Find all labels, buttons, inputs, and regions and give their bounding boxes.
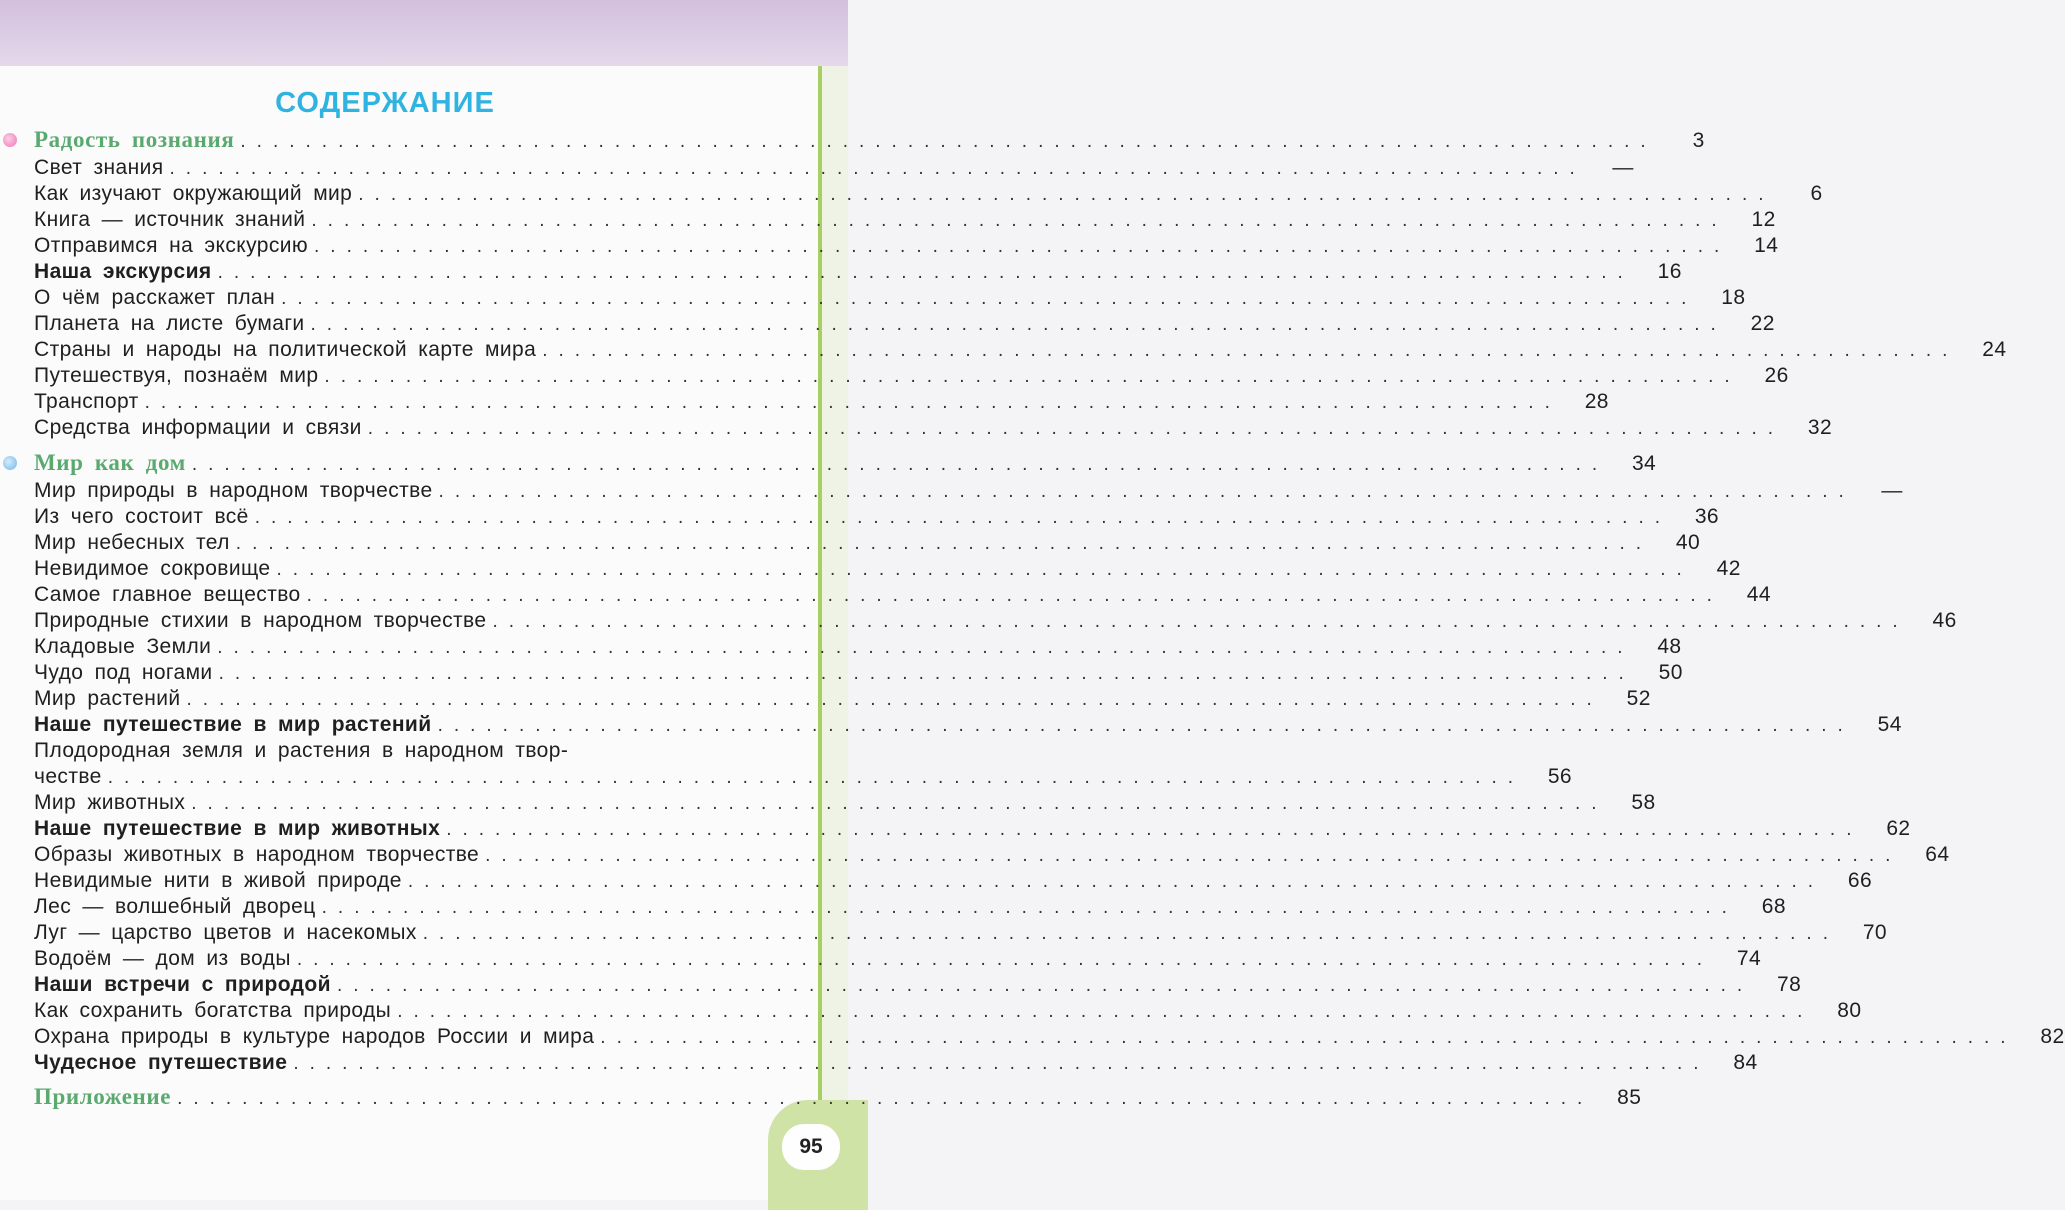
toc-entry-page: 68 (1761, 895, 1786, 918)
toc-entry-page: 50 (1658, 661, 1683, 684)
toc-entry-label: Транспорт (34, 390, 139, 413)
toc-entry-label: Невидимое сокровище (34, 557, 271, 580)
dot-leader: ....................................................................................... (217, 637, 1634, 658)
toc-entry-label: Как изучают окружающий мир (34, 182, 353, 205)
toc-entry-page: 80 (1837, 999, 1862, 1022)
toc-entry-page: 64 (1925, 843, 1950, 866)
toc-entry-page: 70 (1862, 921, 1887, 944)
toc-entry-bold[interactable] (34, 973, 1802, 999)
dot-leader: ....................................................................................... (492, 611, 1909, 632)
toc-section-page: 34 (1631, 452, 1657, 475)
toc-entry[interactable] (34, 791, 1656, 817)
toc-entry-label: Свет знания (34, 156, 164, 179)
toc-entry-label: Невидимые нити в живой природе (34, 869, 402, 892)
dot-leader: ....................................................................................... (311, 210, 1728, 231)
toc-entry-page: — (1881, 479, 1903, 502)
toc-entry[interactable] (34, 661, 1683, 687)
dot-leader: ....................................................................................... (324, 366, 1741, 387)
toc-entry-page: 52 (1626, 687, 1651, 710)
pink-bullet-icon (3, 133, 17, 147)
toc-section-page: 85 (1617, 1086, 1642, 1109)
toc-entry-label: Наше путешествие в мир животных (34, 817, 441, 840)
toc-entry[interactable] (34, 557, 1741, 583)
dot-leader: ....................................................................................... (191, 454, 1609, 475)
dot-leader: ....................................................................................... (600, 1027, 2017, 1048)
toc-entry-label: Луг — царство цветов и насекомых (34, 921, 417, 944)
toc-entry-page: 40 (1675, 531, 1701, 554)
toc-entry-label: Охрана природы в культуре народов России и мира (34, 1025, 595, 1048)
dot-leader: ....................................................................................... (177, 1088, 1594, 1109)
toc-entry[interactable] (34, 765, 1573, 791)
toc-entry-page: 74 (1736, 947, 1762, 970)
toc-entry[interactable] (34, 286, 1746, 312)
dot-leader: ....................................................................................... (310, 314, 1727, 335)
toc-entry-bold[interactable] (34, 713, 1902, 739)
page-title: СОДЕРЖАНИЕ (275, 87, 495, 119)
dot-leader: ....................................................................................... (235, 533, 1653, 554)
toc-entry-page: 14 (1754, 234, 1779, 257)
toc-entry[interactable] (34, 364, 1789, 390)
toc-entry-label: Природные стихии в народном творчестве (34, 609, 487, 632)
toc-entry-label: Мир растений (34, 687, 181, 710)
dot-leader: ....................................................................................... (446, 819, 1863, 840)
toc-section-title: Радость познания (34, 127, 235, 152)
dot-leader: ....................................................................................... (367, 418, 1785, 439)
toc-entry[interactable] (34, 416, 1833, 442)
dot-leader: ....................................................................................... (254, 507, 1672, 528)
toc-entry-label: Отправимся на экскурсию (34, 234, 309, 257)
toc-entry[interactable] (34, 182, 1823, 208)
toc-entry-page: 82 (2040, 1025, 2065, 1048)
toc-entry[interactable] (34, 583, 1771, 609)
toc-entry[interactable] (34, 687, 1651, 713)
toc-entry-page: 54 (1877, 713, 1902, 736)
toc-entry[interactable] (34, 312, 1775, 338)
toc-entry[interactable] (34, 947, 1762, 973)
toc-entry-bold[interactable] (34, 260, 1682, 286)
toc-entry-page: 48 (1657, 635, 1682, 658)
toc-entry[interactable] (34, 156, 1634, 182)
dot-leader: ....................................................................................... (191, 793, 1608, 814)
toc-entry-wrapped[interactable] (34, 739, 746, 765)
toc-entry-page: 24 (1982, 338, 2007, 361)
toc-section-title: Мир как дом (34, 450, 186, 475)
toc-section-page: 3 (1692, 129, 1705, 152)
toc-entry-label: Наши встречи с природой (34, 973, 331, 996)
toc-entry-label: Лес — волшебный дворец (34, 895, 316, 918)
toc-entry-label: Путешествуя, познаём мир (34, 364, 319, 387)
dot-leader: ....................................................................................... (169, 158, 1586, 179)
dot-leader: ....................................................................................... (293, 1053, 1710, 1074)
toc-entry[interactable] (34, 999, 1862, 1025)
toc-entry-page: 26 (1764, 364, 1789, 387)
toc-entry-page: 22 (1750, 312, 1775, 335)
toc-entry-label: Как сохранить богатства природы (34, 999, 392, 1022)
toc-entry-page: 18 (1721, 286, 1746, 309)
dot-leader: ....................................................................................... (422, 923, 1839, 944)
dot-leader: ....................................................................................... (397, 1001, 1814, 1022)
toc-entry[interactable] (34, 869, 1873, 895)
dot-leader: ....................................................................................... (438, 481, 1855, 502)
toc-entry-label: честве (34, 765, 102, 788)
toc-entry[interactable] (34, 390, 1609, 416)
dot-leader: ....................................................................................... (240, 131, 1657, 152)
toc-section[interactable] (34, 127, 1705, 153)
dot-leader: ....................................................................................... (186, 689, 1603, 710)
dot-leader: ....................................................................................... (296, 949, 1714, 970)
toc-entry-page: 32 (1807, 416, 1833, 439)
toc-entry-page: 16 (1657, 260, 1682, 283)
toc-entry-label: Образы животных в народном творчестве (34, 843, 480, 866)
dot-leader: ....................................................................................... (358, 184, 1775, 205)
toc-entry-page: 46 (1932, 609, 1957, 632)
toc-entry-page: 12 (1751, 208, 1776, 231)
dot-leader: ....................................................................................... (321, 897, 1738, 918)
toc-entry-label: Самое главное вещество (34, 583, 301, 606)
toc-entry[interactable] (34, 843, 1950, 869)
blue-bullet-icon (3, 456, 17, 470)
toc-entry[interactable] (34, 338, 2007, 364)
toc-entry-page: 42 (1716, 557, 1741, 580)
dot-leader: ....................................................................................... (107, 767, 1525, 788)
toc-entry[interactable] (34, 479, 1903, 505)
toc-entry-label: Наша экскурсия (34, 260, 212, 283)
toc-entry-bold[interactable] (34, 1051, 1758, 1077)
toc-entry-label: Книга — источник знаний (34, 208, 306, 231)
toc-entry[interactable] (34, 921, 1887, 947)
dot-leader: ....................................................................................... (276, 559, 1693, 580)
dot-leader: ....................................................................................... (306, 585, 1723, 606)
toc-entry-label: Наше путешествие в мир растений (34, 713, 432, 736)
dot-leader: ....................................................................................... (407, 871, 1825, 892)
toc-entry-label: Кладовые Земли (34, 635, 212, 658)
toc-entry-page: 44 (1746, 583, 1771, 606)
toc-entry[interactable] (34, 208, 1776, 234)
toc-entry-label: Мир небесных тел (34, 531, 230, 554)
toc-section[interactable] (34, 1084, 1642, 1110)
toc-entry-label: Чудесное путешествие (34, 1051, 288, 1074)
dot-leader: ....................................................................................... (218, 663, 1635, 684)
toc-entry-page: 78 (1777, 973, 1802, 996)
toc-entry[interactable] (34, 234, 1779, 260)
toc-entry-page: 36 (1694, 505, 1720, 528)
toc-entry-page: 58 (1631, 791, 1656, 814)
toc-entry[interactable] (34, 531, 1701, 557)
toc-entry-label: Страны и народы на политической карте мира (34, 338, 537, 361)
toc-entry-label: Чудо под ногами (34, 661, 213, 684)
dot-leader: ....................................................................................... (542, 340, 1959, 361)
toc-entry-label: Мир природы в народном творчестве (34, 479, 433, 502)
toc-section-title: Приложение (34, 1084, 172, 1109)
toc-entry-page: 56 (1547, 765, 1573, 788)
toc-entry-label: Мир животных (34, 791, 186, 814)
toc-entry-page: 6 (1810, 182, 1823, 205)
toc-entry-label: О чём расскажет план (34, 286, 276, 309)
top-band (0, 0, 848, 66)
toc-entry-page: 28 (1584, 390, 1609, 413)
dot-leader: ....................................................................................... (281, 288, 1698, 309)
toc-entry-bold[interactable] (34, 817, 1911, 843)
dot-leader: ....................................................................................... (314, 236, 1731, 257)
toc-section[interactable] (34, 450, 1657, 476)
toc-entry[interactable] (34, 505, 1720, 531)
dot-leader: ....................................................................................... (485, 845, 1902, 866)
toc-entry-label: Планета на листе бумаги (34, 312, 305, 335)
dot-leader: ....................................................................................... (437, 715, 1854, 736)
toc-entry[interactable] (34, 1025, 2065, 1051)
toc-entry-label: Водоём — дом из воды (34, 947, 291, 970)
toc-entry-page: 84 (1733, 1051, 1758, 1074)
page-number: 95 (782, 1124, 840, 1170)
dot-leader: ....................................................................................... (336, 975, 1754, 996)
toc-entry-label: Средства информации и связи (34, 416, 362, 439)
toc-entry-label: Плодородная земля и растения в народном твор- (34, 739, 569, 762)
dot-leader: ....................................................................................... (217, 262, 1634, 283)
toc-entry-page: 62 (1886, 817, 1911, 840)
toc-entry-page: 66 (1847, 869, 1873, 892)
toc-entry[interactable] (34, 635, 1682, 661)
toc-entry-page: — (1612, 156, 1634, 179)
toc-entry[interactable] (34, 895, 1786, 921)
toc-entry-label: Из чего состоит всё (34, 505, 249, 528)
toc-entry[interactable] (34, 609, 1957, 635)
dot-leader: ....................................................................................... (144, 392, 1561, 413)
